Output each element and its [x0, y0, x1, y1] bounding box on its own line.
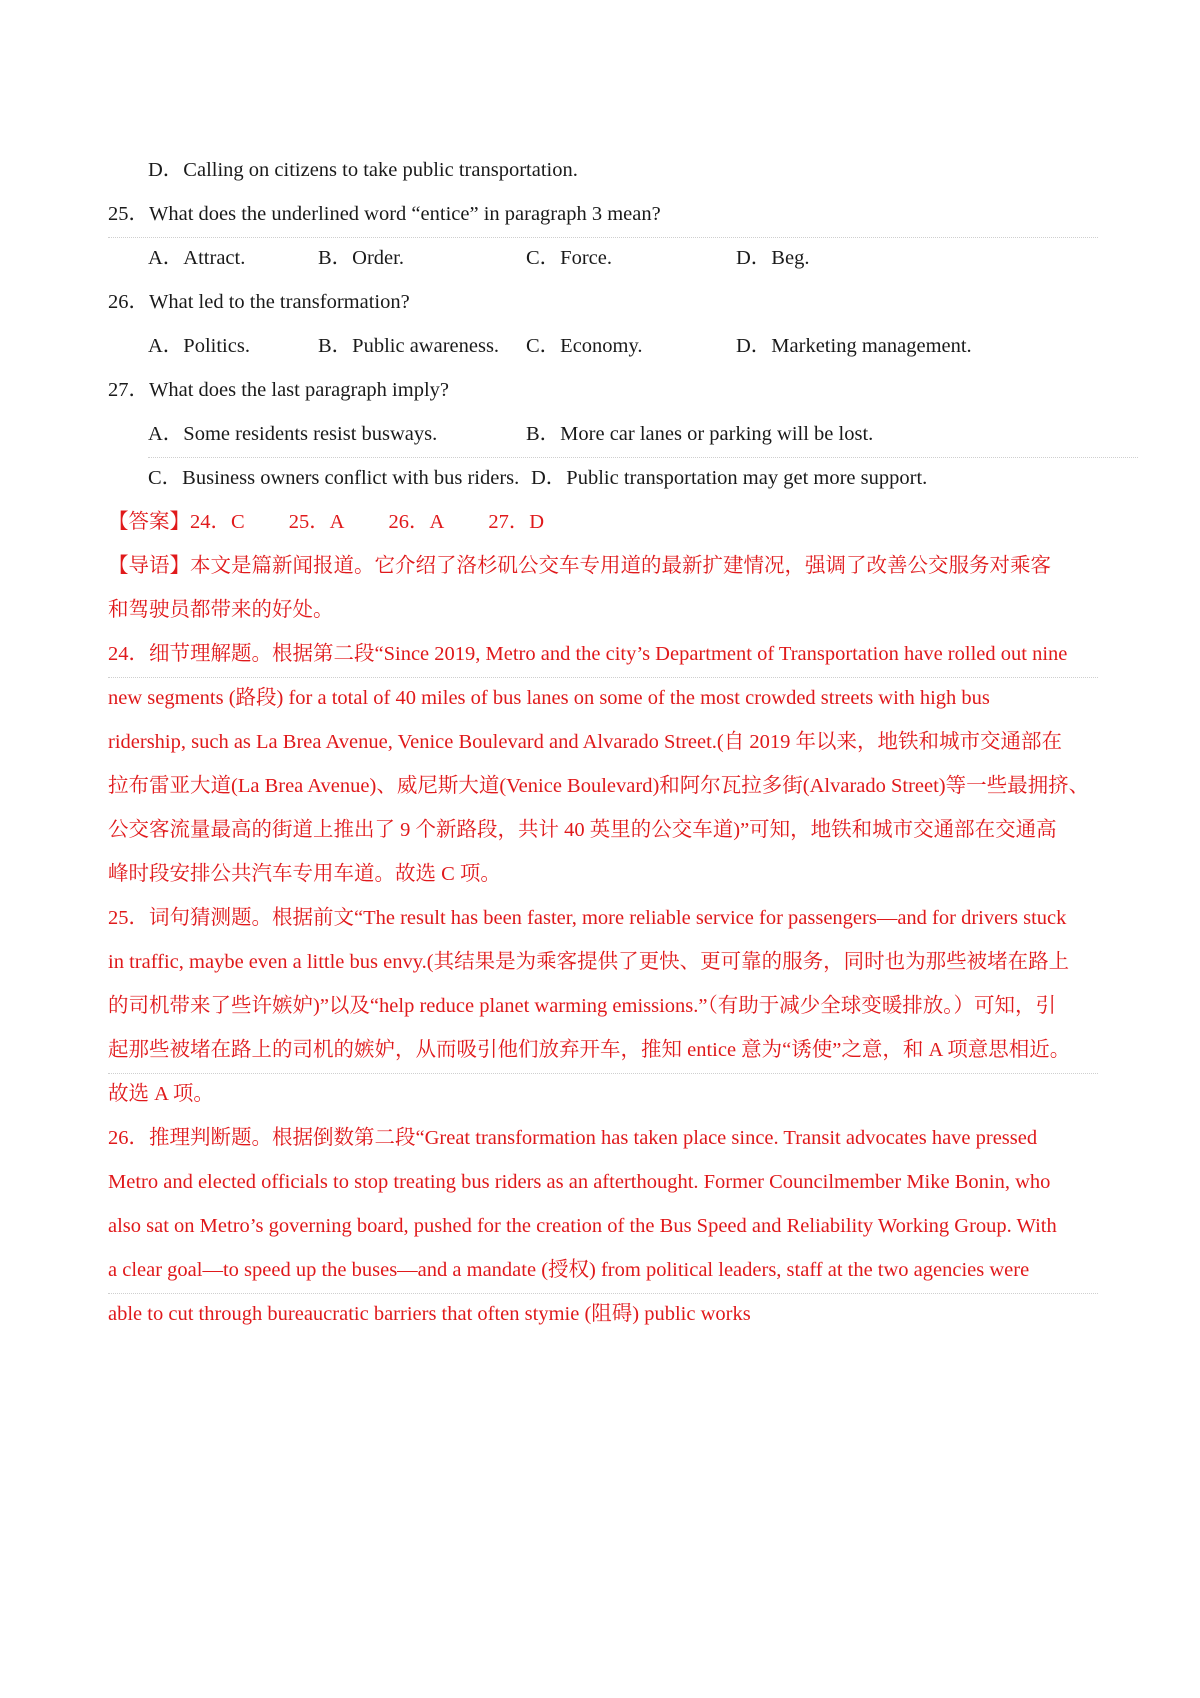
q26-question: 26．What led to the transformation? — [108, 291, 410, 313]
explain25-line-5: 故选 A 项。 — [108, 1083, 214, 1105]
q27-option-b: B．More car lanes or parking will be lost. — [526, 423, 874, 445]
explain25-line-2: in traffic, maybe even a little bus envy.(其结果是为乘客提供了更快、更可靠的服务，同时也为那些被堵在路上 — [108, 951, 1070, 973]
explain24-line-6: 峰时段安排公共汽车专用车道。故选 C 项。 — [108, 863, 501, 885]
q26-option-a: A．Politics. — [148, 335, 250, 357]
explain26-line-5: able to cut through bureaucratic barriers that often stymie (阻碍) public works — [108, 1303, 751, 1325]
q25-option-b: B．Order. — [318, 247, 404, 269]
answer-26: 26．A — [388, 511, 445, 533]
explain26-line-4: a clear goal—to speed up the buses—and a mandate (授权) from political leaders, staff at the two agencies were — [108, 1257, 1098, 1283]
explain24-line-4: 拉布雷亚大道(La Brea Avenue)、威尼斯大道(Venice Boulevard)和阿尔瓦拉多街(Alvarado Street)等一些最拥挤、 — [108, 775, 1090, 797]
guide-line-1: 【导语】本文是篇新闻报道。它介绍了洛杉矶公交车专用道的最新扩建情况，强调了改善公交服务对乘客 — [108, 555, 1051, 577]
q26-option-d: D．Marketing management. — [736, 335, 972, 357]
answer-27: 27．D — [488, 511, 545, 533]
answer-24: 24．C — [190, 511, 245, 533]
q24-option-d: D．Calling on citizens to take public transportation. — [148, 159, 578, 181]
q26-option-b: B．Public awareness. — [318, 335, 500, 357]
q27-option-c: C．Business owners conflict with bus riders. — [148, 467, 520, 489]
q27-question: 27．What does the last paragraph imply? — [108, 379, 449, 401]
explain26-line-1: 26．推理判断题。根据倒数第二段“Great transformation has taken place since. Transit advocates have pressed — [108, 1127, 1038, 1149]
answer-key — [108, 509, 1098, 535]
explain24-line-1: 24．细节理解题。根据第二段“Since 2019, Metro and the city’s Department of Transportation have rolled out nine — [108, 641, 1098, 667]
explain24-line-2: new segments (路段) for a total of 40 miles of bus lanes on some of the most crowded streets with high bus — [108, 687, 990, 709]
explain25-line-4: 起那些被堵在路上的司机的嫉妒，从而吸引他们放弃开车，推知 entice 意为“诱使”之意，和 A 项意思相近。 — [108, 1037, 1098, 1063]
explain26-line-3: also sat on Metro’s governing board, pushed for the creation of the Bus Speed and Reliability Working Group. With — [108, 1215, 1057, 1237]
answer-25: 25．A — [288, 511, 345, 533]
explain24-line-5: 公交客流量最高的街道上推出了 9 个新路段，共计 40 英里的公交车道)”可知，地铁和城市交通部在交通高 — [108, 819, 1057, 841]
q25-option-a: A．Attract. — [148, 247, 246, 269]
q26-option-c: C．Economy. — [526, 335, 643, 357]
q25-option-c: C．Force. — [526, 247, 612, 269]
guide-line-2: 和驾驶员都带来的好处。 — [108, 599, 334, 621]
explain25-line-1: 25．词句猜测题。根据前文“The result has been faster, more reliable service for passengers—and for drivers stuck — [108, 907, 1067, 929]
answer-label: 【答案】 — [108, 511, 190, 533]
q25-option-d: D．Beg. — [736, 247, 810, 269]
explain26-line-2: Metro and elected officials to stop treating bus riders as an afterthought. Former Councilmember Mike Bonin, who — [108, 1171, 1051, 1193]
explain24-line-3: ridership, such as La Brea Avenue, Venice Boulevard and Alvarado Street.(自 2019 年以来，地铁和城市交通部在 — [108, 731, 1062, 753]
q25-question: 25．What does the underlined word “entice” in paragraph 3 mean? — [108, 201, 1098, 227]
q27-option-a: A．Some residents resist busways. — [148, 423, 438, 445]
q27-option-d: D．Public transportation may get more support. — [531, 467, 928, 489]
explain25-line-3: 的司机带来了些许嫉妒)”以及“help reduce planet warming emissions.”（有助于减少全球变暖排放。）可知，引 — [108, 995, 1056, 1017]
